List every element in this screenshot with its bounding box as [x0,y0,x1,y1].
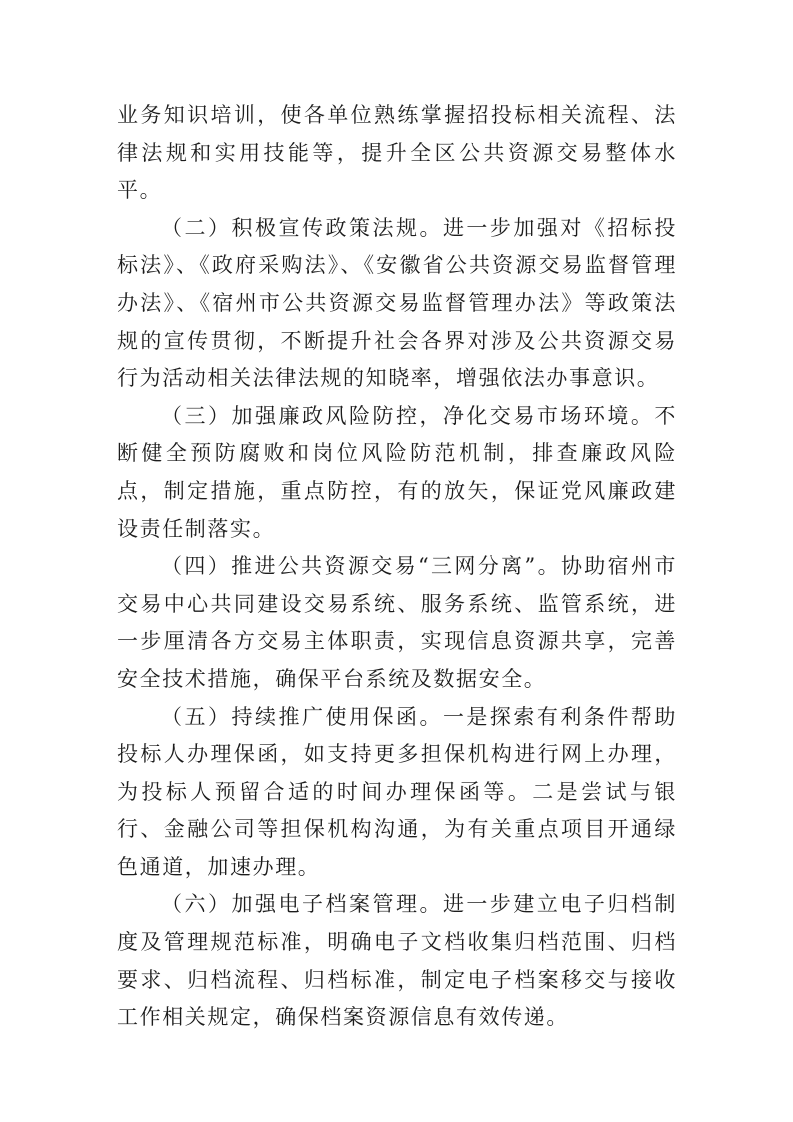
document-body [117,97,677,1037]
paragraph-policy-publicity: （二）积极宣传政策法规。进一步加强对《招标投标法》、《政府采购法》、《安徽省公共资源交易监督管理办法》、《宿州市公共资源交易监督管理办法》等政策法规的宣传贯彻，不断提升社会各界对涉及公共资源交易行为活动相关法律法规的知晓率，增强依法办事意识。 [117,215,677,391]
paragraph-guarantee-letters: （五）持续推广使用保函。一是探索有利条件帮助投标人办理保函，如支持更多担保机构进行网上办理，为投标人预留合适的时间办理保函等。二是尝试与银行、金融公司等担保机构沟通，为有关重点项目开通绿色通道，加速办理。 [117,704,677,879]
paragraph-integrity-risk-control: （三）加强廉政风险防控，净化交易市场环境。不断健全预防腐败和岗位风险防范机制，排查廉政风险点，制定措施，重点防控，有的放矢，保证党风廉政建设责任制落实。 [117,403,677,541]
paragraph-three-network-separation: （四）推进公共资源交易“三网分离”。协助宿州市交易中心共同建设交易系统、服务系统、监管系统，进一步厘清各方交易主体职责，实现信息资源共享，完善安全技术措施，确保平台系统及数据安全。 [117,554,677,691]
paragraph-electronic-archives: （六）加强电子档案管理。进一步建立电子归档制度及管理规范标准，明确电子文档收集归档范围、归档要求、归档流程、归档标准，制定电子档案移交与接收工作相关规定，确保档案资源信息有效传递。 [117,892,677,1030]
paragraph-intro-continuation: 业务知识培训，使各单位熟练掌握招投标相关流程、法律法规和实用技能等，提升全区公共资源交易整体水平。 [117,103,677,203]
